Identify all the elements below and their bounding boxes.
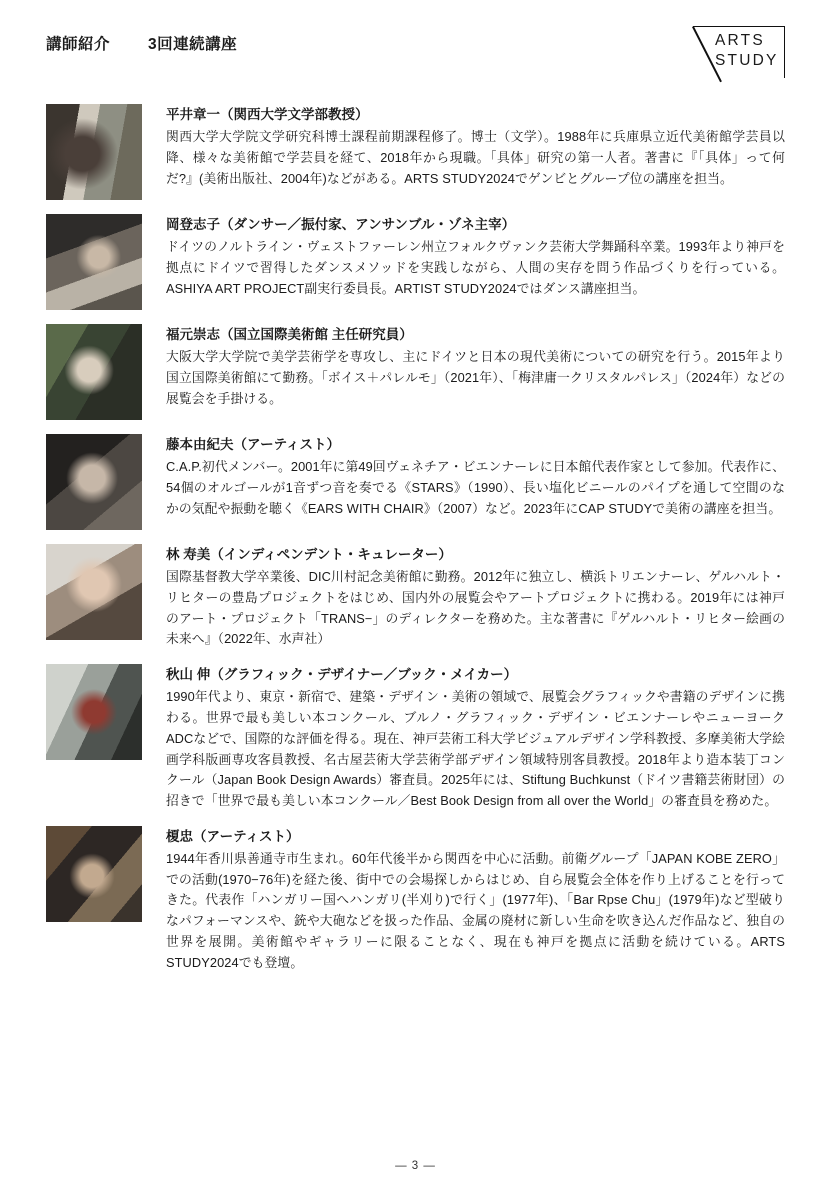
- lecturer-role: （関西大学文学部教授）: [220, 107, 369, 122]
- lecturer-name: 藤本由紀夫: [166, 437, 234, 452]
- lecturer-bio: ドイツのノルトライン・ヴェストファーレン州立フォルクヴァンク芸術大学舞踊科卒業。1993年より神戸を拠点にドイツで習得したダンスメソッドを実践しながら、人間の実存を問う作品づくりを行っている。ASHIYA ART PROJECT副実行委員長。ARTIST STUDY2024ではダンス講座担当。: [166, 239, 785, 296]
- lecturer-text: [166, 664, 785, 812]
- lecturer-text: [166, 214, 785, 299]
- lecturer-text: [166, 826, 785, 974]
- lecturer-entry: [46, 544, 785, 650]
- lecturer-name-line: [166, 215, 785, 235]
- lecturer-portrait: [46, 826, 142, 922]
- logo-line1: ARTS: [715, 32, 765, 49]
- lecturer-name: 岡登志子: [166, 217, 220, 232]
- portrait-image: [46, 826, 142, 922]
- portrait-image: [46, 104, 142, 200]
- lecturer-role: （アーティスト）: [193, 828, 300, 844]
- lecturer-entry: [46, 324, 785, 420]
- lecturer-name: 平井章一: [166, 107, 220, 122]
- lecturer-portrait: [46, 324, 142, 420]
- lecturer-portrait: [46, 104, 142, 200]
- portrait-image: [46, 324, 142, 420]
- portrait-image: [46, 544, 142, 640]
- lecturer-text: [166, 324, 785, 409]
- lecturer-bio: C.A.P.初代メンバー。2001年に第49回ヴェネチア・ビエンナーレに日本館代表作家として参加。代表作に、54個のオルゴールが1音ずつ音を奏でる《STARS》（1990）、長い塩化ビニールのパイプを通して空間のなかの気配や振動を聴く《EARS WITH CHAIR》（2007）など。2023年にCAP STUDYで美術の講座を担当。: [166, 459, 785, 516]
- lecturer-text: [166, 104, 785, 189]
- lecturer-name-line: [166, 105, 785, 125]
- lecturer-portrait: [46, 434, 142, 530]
- lecturer-name: 秋山 伸: [166, 667, 211, 683]
- lecturer-entry: [46, 214, 785, 310]
- lecturer-role: （国立国際美術館 主任研究員）: [220, 327, 413, 342]
- lecturer-entry: [46, 664, 785, 812]
- lecturer-name-line: [166, 827, 785, 847]
- lecturer-entry: [46, 434, 785, 530]
- lecturer-name-line: [166, 325, 785, 345]
- lecturer-bio: 1944年香川県善通寺市生まれ。60年代後半から関西を中心に活動。前衛グループ「JAPAN KOBE ZERO」での活動(1970−76年)を経た後、街中での会場探しからはじめ、自ら展覧会全体を作り上げることを行ってきた。代表作「ハンガリー国へハンガリ(半刈り)で行く」(1977年)、「Bar Rpse Chu」(1979年)など型破りなパフォーマンスや、銃や大砲などを扱った作品、金属の廃材に新しい生命を吹き込んだ作品など、独自の世界を展開。美術館やギャラリーに限ることなく、現在も神戸を拠点に活動を続けている。ARTS STUDY2024でも登壇。: [166, 850, 785, 970]
- logo-line2: STUDY: [715, 52, 779, 69]
- lecturer-name: 林 寿美: [166, 547, 211, 562]
- portrait-image: [46, 434, 142, 530]
- lecturer-entry: [46, 104, 785, 200]
- lecturer-role: （ダンサー／振付家、アンサンブル・ゾネ主宰）: [220, 217, 516, 232]
- lecturer-name: 福元崇志: [166, 327, 220, 342]
- arts-study-logo: [693, 26, 785, 78]
- lecturer-name-line: [166, 435, 785, 455]
- lecturer-list: [46, 104, 785, 973]
- lecturer-portrait: [46, 214, 142, 310]
- lecturer-bio: 国際基督教大学卒業後、DIC川村記念美術館に勤務。2012年に独立し、横浜トリエンナーレ、ゲルハルト・リヒターの豊島プロジェクトをはじめ、国内外の展覧会やアートプロジェクトに携わる。2019年には神戸のアート・プロジェクト「TRANS−」のディレクターを務めた。主な著書に『ゲルハルト・リヒター絵画の未来へ』（2022年、水声社）: [166, 569, 785, 647]
- lecturer-bio: 関西大学大学院文学研究科博士課程前期課程修了。博士（文学）。1988年に兵庫県立近代美術館学芸員以降、様々な美術館で学芸員を経て、2018年から現職。「具体」研究の第一人者。著書に『「具体」って何だ?』(美術出版社、2004年)などがある。ARTS STUDY2024でゲンビとグループ位の講座を担当。: [166, 129, 785, 186]
- page-header: [46, 26, 785, 88]
- lecturer-bio: 大阪大学大学院で美学芸術学を専攻し、主にドイツと日本の現代美術についての研究を行う。2015年より国立国際美術館にて勤務。「ボイス＋パレルモ」（2021年）、「梅津庸一クリスタルパレス」（2024年）などの展覧会を手掛ける。: [166, 349, 785, 406]
- lecturer-entry: [46, 826, 785, 974]
- header-titles: [46, 26, 237, 54]
- lecturer-role: （アーティスト）: [233, 437, 341, 452]
- portrait-image: [46, 664, 142, 760]
- lecturer-bio: 1990年代より、東京・新宿で、建築・デザイン・美術の領域で、展覧会グラフィックや書籍のデザインに携わる。世界で最も美しい本コンクール、ブルノ・グラフィック・デザイン・ビエンナーレやニューヨークADCなどで、国際的な評価を得る。現在、神戸芸術工科大学ビジュアルデザイン学科教授、多摩美術大学絵画学科版画専攻客員教授、名古屋芸術大学芸術学部デザイン領域特別客員教授。2018年より造本装丁コンクール（Japan Book Design Awards）審査員。2025年には、Stiftung Buchkunst（ドイツ書籍芸術財団）の招きで「世界で最も美しい本コンクール／Best Book Design from all over the World」の審査員を務めた。: [166, 689, 785, 808]
- lecturer-name: 榎忠: [166, 828, 193, 844]
- lecturer-text: [166, 544, 785, 650]
- lecturer-portrait: [46, 664, 142, 760]
- lecturer-name-line: [166, 665, 785, 685]
- portrait-image: [46, 214, 142, 310]
- page-footer: — 3 —: [395, 1160, 436, 1172]
- lecturer-text: [166, 434, 785, 519]
- page-title: 講師紹介: [46, 36, 111, 53]
- page-subtitle: 3回連続講座: [148, 36, 238, 53]
- lecturer-portrait: [46, 544, 142, 640]
- lecturer-role: （インディペンデント・キュレーター）: [210, 547, 452, 562]
- lecturer-role: （グラフィック・デザイナー／ブック・メイカー）: [210, 667, 518, 683]
- lecturer-name-line: [166, 545, 785, 565]
